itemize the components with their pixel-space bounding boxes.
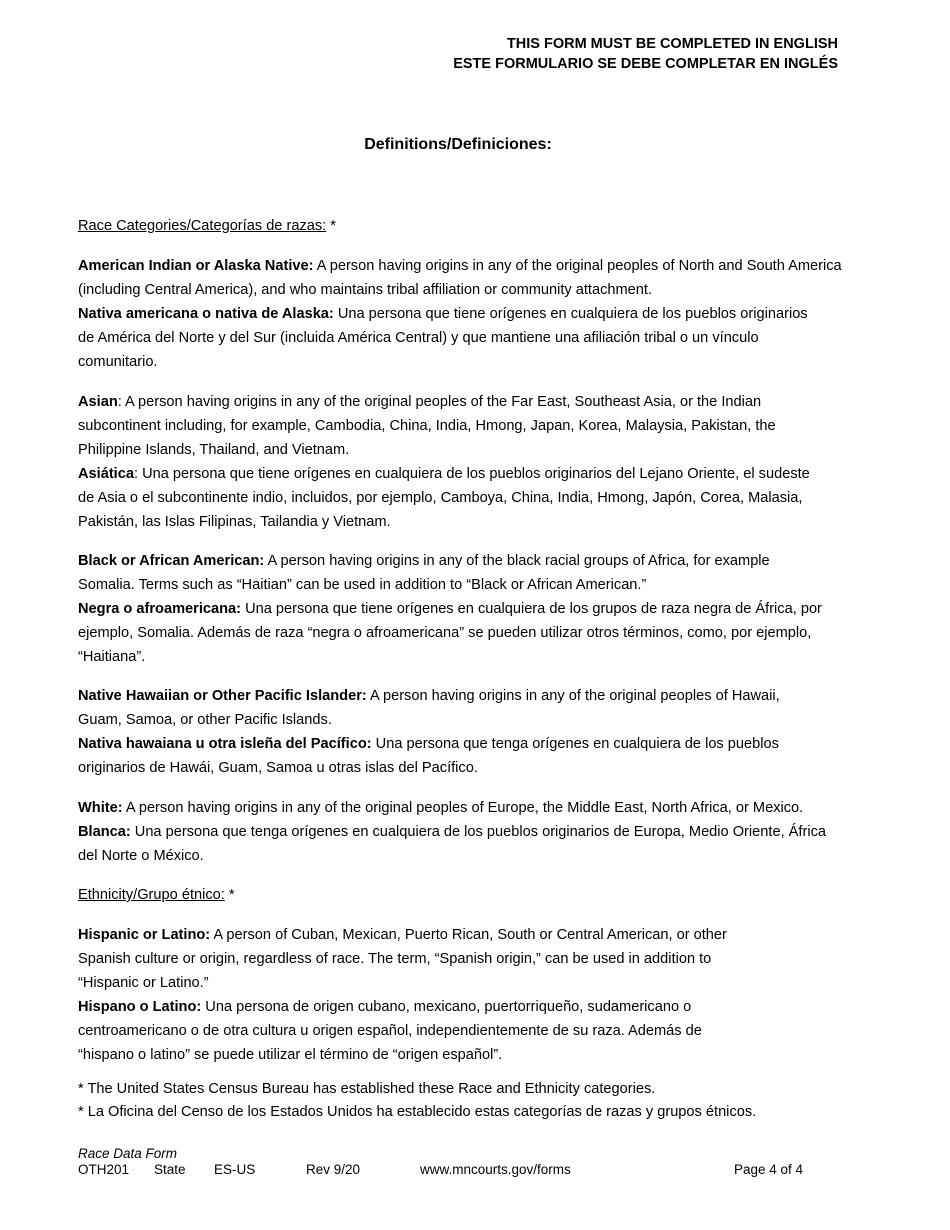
definition-english-text: : A person having origins in any of the original peoples of the Far East, Southeast Asia, or the Indian subcontinent including, for example, Cambodia, China, India, Hmong, Japan, Korea, Malaysia, Pakistan, the Philippine Islands, Thailand, and Vietnam. bbox=[78, 394, 776, 458]
definition-english bbox=[78, 923, 728, 995]
definition-american-indian-alaska-native bbox=[78, 254, 878, 374]
footer-form-code: OTH201 bbox=[78, 1162, 130, 1177]
term-spanish: Nativa americana o nativa de Alaska: bbox=[78, 306, 334, 322]
definition-spanish bbox=[78, 597, 843, 669]
definition-spanish bbox=[78, 820, 838, 868]
race-heading-text: Race Categories/Categorías de razas: bbox=[78, 218, 327, 234]
definition-spanish-text: Una persona que tiene orígenes en cualquiera de los pueblos originarios de América del Norte y del Sur (incluida América Central) y que mantiene una afiliación tribal o un vínculo comunitario. bbox=[78, 306, 808, 370]
header-english-notice: THIS FORM MUST BE COMPLETED IN ENGLISH bbox=[506, 36, 838, 52]
form-footer bbox=[78, 1146, 838, 1178]
term-spanish: Hispano o Latino: bbox=[78, 999, 202, 1015]
definition-english-text: A person having origins in any of the original peoples of North and South America (including Central America), and who maintains tribal affiliation or community attachment. bbox=[78, 258, 842, 298]
term-spanish: Negra o afroamericana: bbox=[78, 601, 242, 617]
definition-spanish-text: Una persona que tenga orígenes en cualquiera de los pueblos originarios de Hawái, Guam, Samoa u otras islas del Pacífico. bbox=[78, 736, 779, 776]
footnote-spanish: * La Oficina del Censo de los Estados Unidos ha establecido estas categorías de razas y grupos étnicos. bbox=[78, 1104, 757, 1120]
term-spanish: Asiática bbox=[78, 466, 134, 482]
term-english: Native Hawaiian or Other Pacific Islander: bbox=[78, 688, 367, 704]
definition-english bbox=[78, 254, 878, 302]
definition-spanish bbox=[78, 302, 808, 374]
race-categories-heading bbox=[78, 214, 878, 238]
census-footnote bbox=[78, 1078, 898, 1124]
page-title: Definitions/Definiciones: bbox=[364, 136, 552, 153]
definition-spanish bbox=[78, 462, 818, 534]
ethnicity-heading-text: Ethnicity/Grupo étnico: bbox=[78, 887, 225, 903]
footer-language: ES-US bbox=[214, 1162, 256, 1177]
term-spanish: Blanca: bbox=[78, 824, 131, 840]
term-english: Hispanic or Latino: bbox=[78, 927, 211, 943]
term-english: Black or African American: bbox=[78, 553, 265, 569]
definition-english bbox=[78, 549, 813, 597]
definition-asian bbox=[78, 390, 878, 534]
term-english: White: bbox=[78, 800, 123, 816]
term-spanish: Nativa hawaiana u otra isleña del Pacífico: bbox=[78, 736, 372, 752]
definition-native-hawaiian-pacific-islander bbox=[78, 684, 878, 780]
race-heading-asterisk: * bbox=[326, 218, 336, 234]
footer-form-title: Race Data Form bbox=[78, 1146, 178, 1161]
ethnicity-heading-asterisk: * bbox=[224, 887, 235, 903]
definition-english bbox=[78, 796, 898, 820]
header-spanish-notice: ESTE FORMULARIO SE DEBE COMPLETAR EN INGLÉS bbox=[453, 56, 838, 72]
definition-spanish bbox=[78, 732, 823, 780]
term-english: Asian bbox=[78, 394, 118, 410]
definition-black-african-american bbox=[78, 549, 878, 669]
definition-hispanic-latino bbox=[78, 923, 878, 1067]
footer-jurisdiction: State bbox=[154, 1162, 186, 1177]
definition-english-text: A person having origins in any of the black racial groups of Africa, for example Somalia. Terms such as “Haitian” can be used in addition to “Black or African American.” bbox=[78, 553, 770, 593]
ethnicity-heading bbox=[78, 883, 878, 907]
term-english: American Indian or Alaska Native: bbox=[78, 258, 314, 274]
definition-spanish-text: : Una persona que tiene orígenes en cualquiera de los pueblos originarios del Lejano Oriente, el sudeste de Asia o el subcontinente indio, incluidos, por ejemplo, Camboya, China, India, Hmong, Japón, Corea, Malasia, Pakistán, las Islas Filipinas, Tailandia y Vietnam. bbox=[78, 466, 810, 530]
definition-english-text: A person having origins in any of the original peoples of Europe, the Middle East, North Africa, or Mexico. bbox=[122, 800, 804, 816]
definition-spanish-text: Una persona que tenga orígenes en cualquiera de los pueblos originarios de Europa, Medio Oriente, África del Norte o México. bbox=[78, 824, 826, 864]
definition-spanish-text: Una persona de origen cubano, mexicano, puertorriqueño, sudamericano o centroamericano o de otra cultura u origen español, independientemente de su raza. Además de “hispano o latino” se puede utilizar el término de “origen español”. bbox=[78, 999, 702, 1063]
definition-spanish-text: Una persona que tiene orígenes en cualquiera de los grupos de raza negra de África, por ejemplo, Somalia. Además de raza “negra o afroamericana” se pueden utilizar otros términos, como, por ejemplo, “Haitiana”. bbox=[78, 601, 822, 665]
definition-english bbox=[78, 390, 823, 462]
footer-info-row bbox=[78, 1162, 838, 1178]
footer-revision: Rev 9/20 bbox=[306, 1162, 361, 1177]
definition-white bbox=[78, 796, 878, 868]
definition-english bbox=[78, 684, 823, 732]
footer-url: www.mncourts.gov/forms bbox=[420, 1162, 571, 1177]
definition-english-text: A person having origins in any of the original peoples of Hawaii, Guam, Samoa, or other Pacific Islands. bbox=[78, 688, 780, 728]
definition-spanish bbox=[78, 995, 758, 1067]
footer-page-number: Page 4 of 4 bbox=[734, 1162, 804, 1177]
footnote-english: * The United States Census Bureau has established these Race and Ethnicity categories. bbox=[78, 1081, 656, 1097]
definition-english-text: A person of Cuban, Mexican, Puerto Rican, South or Central American, or other Spanish culture or origin, regardless of race. The term, “Spanish origin,” can be used in addition to “Hispanic or Latino.” bbox=[78, 927, 727, 991]
